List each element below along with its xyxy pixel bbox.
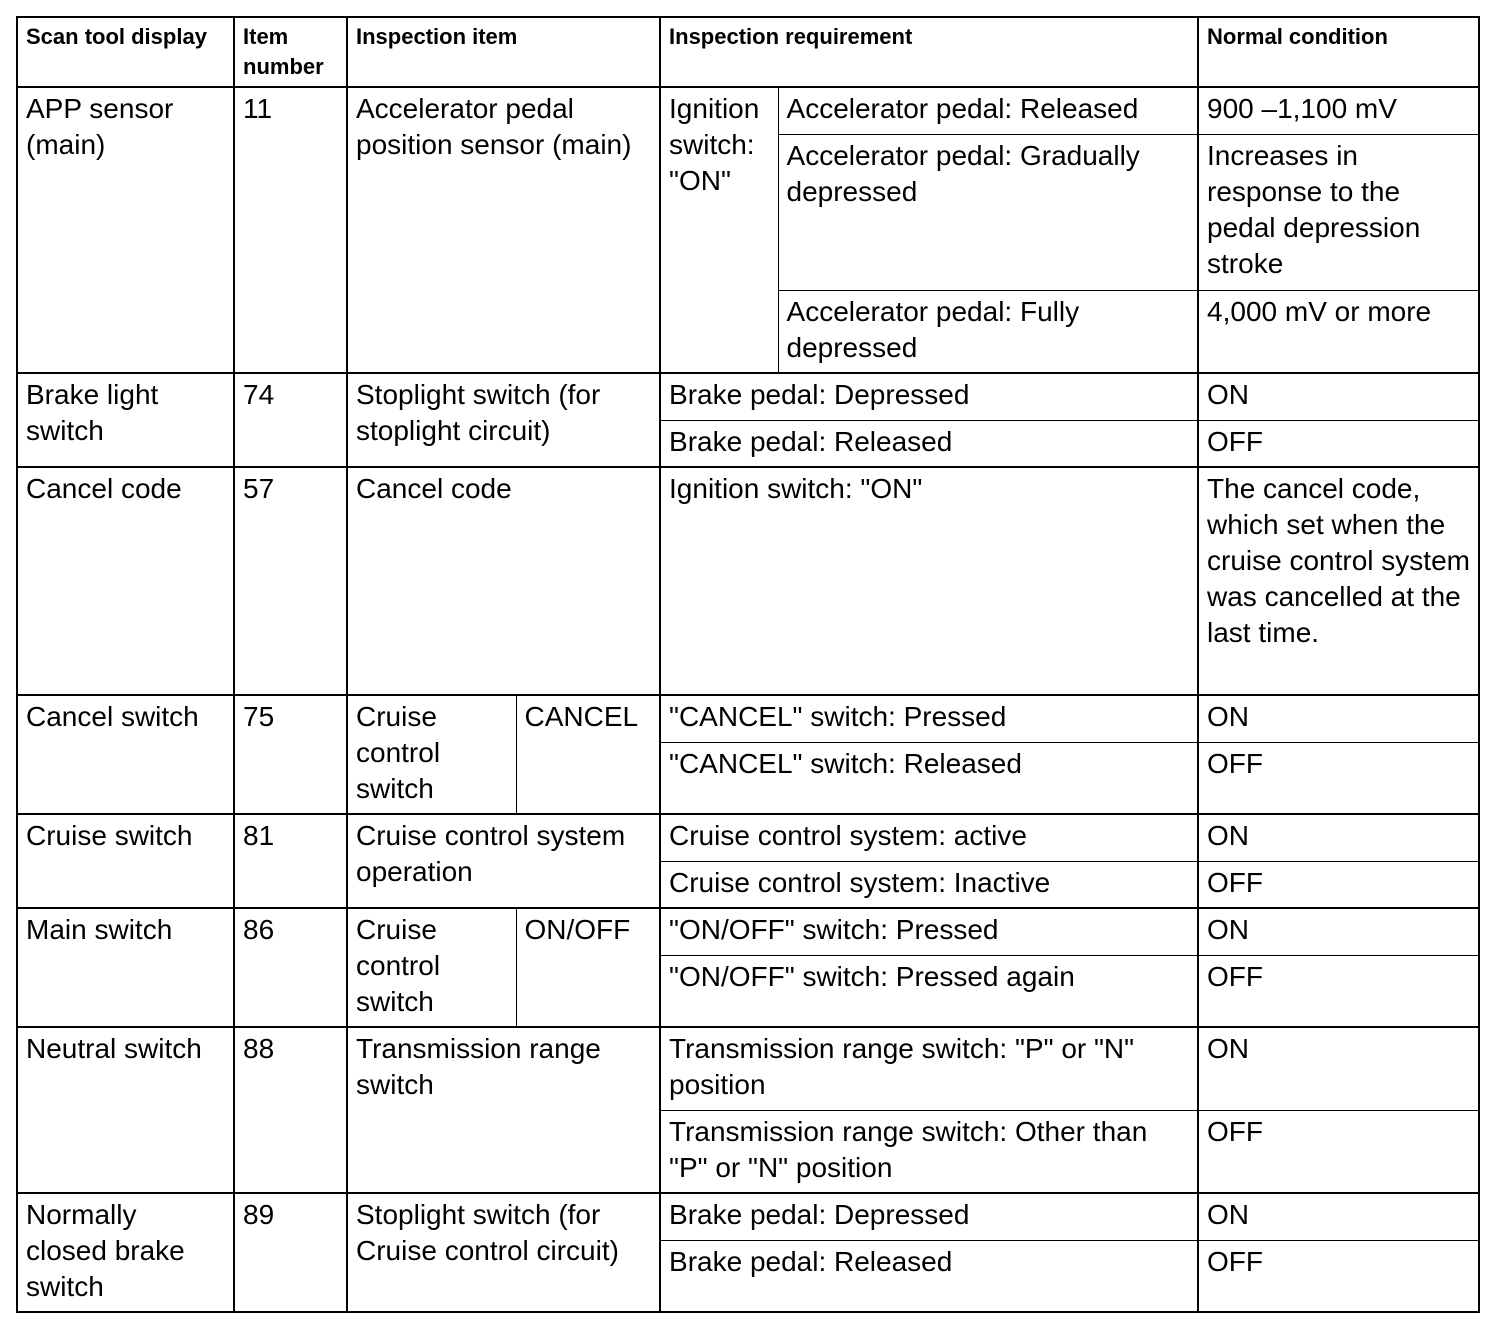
ignition-condition-cell: Ignition switch: "ON" (660, 87, 778, 373)
header-scan-tool-display: Scan tool display (17, 17, 234, 87)
normal-condition-cell: ON (1198, 1027, 1479, 1110)
normal-condition-cell: OFF (1198, 955, 1479, 1027)
inspection-requirement-cell: Accelerator pedal: Released (778, 87, 1198, 134)
inspection-requirement-cell: Accelerator pedal: Fully depressed (778, 290, 1198, 373)
inspection-item-sub-cell: CANCEL (516, 695, 660, 814)
inspection-table-wrapper (16, 16, 1480, 1313)
inspection-requirement-cell: Brake pedal: Released (660, 420, 1198, 467)
inspection-item-cell: Cruise control system operation (347, 814, 660, 908)
item-number-cell: 81 (234, 814, 347, 908)
item-number-cell: 11 (234, 87, 347, 373)
table-row (17, 695, 1479, 742)
normal-condition-cell: ON (1198, 814, 1479, 861)
inspection-requirement-cell: "ON/OFF" switch: Pressed (660, 908, 1198, 955)
inspection-requirement-cell: Brake pedal: Depressed (660, 1193, 1198, 1240)
inspection-requirement-cell: "CANCEL" switch: Pressed (660, 695, 1198, 742)
inspection-item-cell: Cruise control switch (347, 695, 516, 814)
table-row (17, 87, 1479, 134)
scan-tool-display-cell: Neutral switch (17, 1027, 234, 1193)
normal-condition-cell: ON (1198, 373, 1479, 420)
normal-condition-cell: ON (1198, 1193, 1479, 1240)
inspection-item-sub-cell: ON/OFF (516, 908, 660, 1027)
header-row (17, 17, 1479, 87)
inspection-item-cell: Accelerator pedal position sensor (main) (347, 87, 660, 373)
header-item-number: Item number (234, 17, 347, 87)
normal-condition-cell: ON (1198, 908, 1479, 955)
inspection-table (16, 16, 1480, 1313)
scan-tool-display-cell: Normally closed brake switch (17, 1193, 234, 1312)
scan-tool-display-cell: Cruise switch (17, 814, 234, 908)
table-row (17, 908, 1479, 955)
inspection-item-cell: Stoplight switch (for Cruise control circuit) (347, 1193, 660, 1312)
inspection-requirement-cell: Brake pedal: Depressed (660, 373, 1198, 420)
normal-condition-cell: ON (1198, 695, 1479, 742)
normal-condition-cell: OFF (1198, 861, 1479, 908)
scan-tool-display-cell: Cancel code (17, 467, 234, 695)
item-number-cell: 57 (234, 467, 347, 695)
item-number-cell: 89 (234, 1193, 347, 1312)
normal-condition-cell: 4,000 mV or more (1198, 290, 1479, 373)
normal-condition-cell: The cancel code, which set when the cruise control system was cancelled at the last time. (1198, 467, 1479, 695)
scan-tool-display-cell: Main switch (17, 908, 234, 1027)
table-row (17, 467, 1479, 695)
scan-tool-display-cell: Brake light switch (17, 373, 234, 467)
inspection-requirement-cell: Brake pedal: Released (660, 1240, 1198, 1312)
table-row (17, 373, 1479, 420)
inspection-item-cell: Cruise control switch (347, 908, 516, 1027)
normal-condition-cell: 900 –1,100 mV (1198, 87, 1479, 134)
header-inspection-requirement: Inspection requirement (660, 17, 1198, 87)
item-number-cell: 88 (234, 1027, 347, 1193)
normal-condition-cell: OFF (1198, 742, 1479, 814)
item-number-cell: 74 (234, 373, 347, 467)
inspection-requirement-cell: Accelerator pedal: Gradually depressed (778, 134, 1198, 290)
scan-tool-display-cell: Cancel switch (17, 695, 234, 814)
table-row (17, 1193, 1479, 1240)
item-number-cell: 86 (234, 908, 347, 1027)
header-inspection-item: Inspection item (347, 17, 660, 87)
inspection-item-cell: Stoplight switch (for stoplight circuit) (347, 373, 660, 467)
inspection-requirement-cell: "CANCEL" switch: Released (660, 742, 1198, 814)
inspection-requirement-cell: Cruise control system: active (660, 814, 1198, 861)
scan-tool-display-cell: APP sensor (main) (17, 87, 234, 373)
normal-condition-cell: Increases in response to the pedal depression stroke (1198, 134, 1479, 290)
inspection-requirement-cell: Ignition switch: "ON" (660, 467, 1198, 695)
inspection-item-cell: Transmission range switch (347, 1027, 660, 1193)
inspection-requirement-cell: Cruise control system: Inactive (660, 861, 1198, 908)
normal-condition-cell: OFF (1198, 1240, 1479, 1312)
inspection-requirement-cell: Transmission range switch: "P" or "N" position (660, 1027, 1198, 1110)
inspection-requirement-cell: Transmission range switch: Other than "P" or "N" position (660, 1110, 1198, 1193)
table-row (17, 1027, 1479, 1110)
header-normal-condition: Normal condition (1198, 17, 1479, 87)
item-number-cell: 75 (234, 695, 347, 814)
table-row (17, 814, 1479, 861)
normal-condition-cell: OFF (1198, 1110, 1479, 1193)
inspection-requirement-cell: "ON/OFF" switch: Pressed again (660, 955, 1198, 1027)
inspection-item-cell: Cancel code (347, 467, 660, 695)
normal-condition-cell: OFF (1198, 420, 1479, 467)
